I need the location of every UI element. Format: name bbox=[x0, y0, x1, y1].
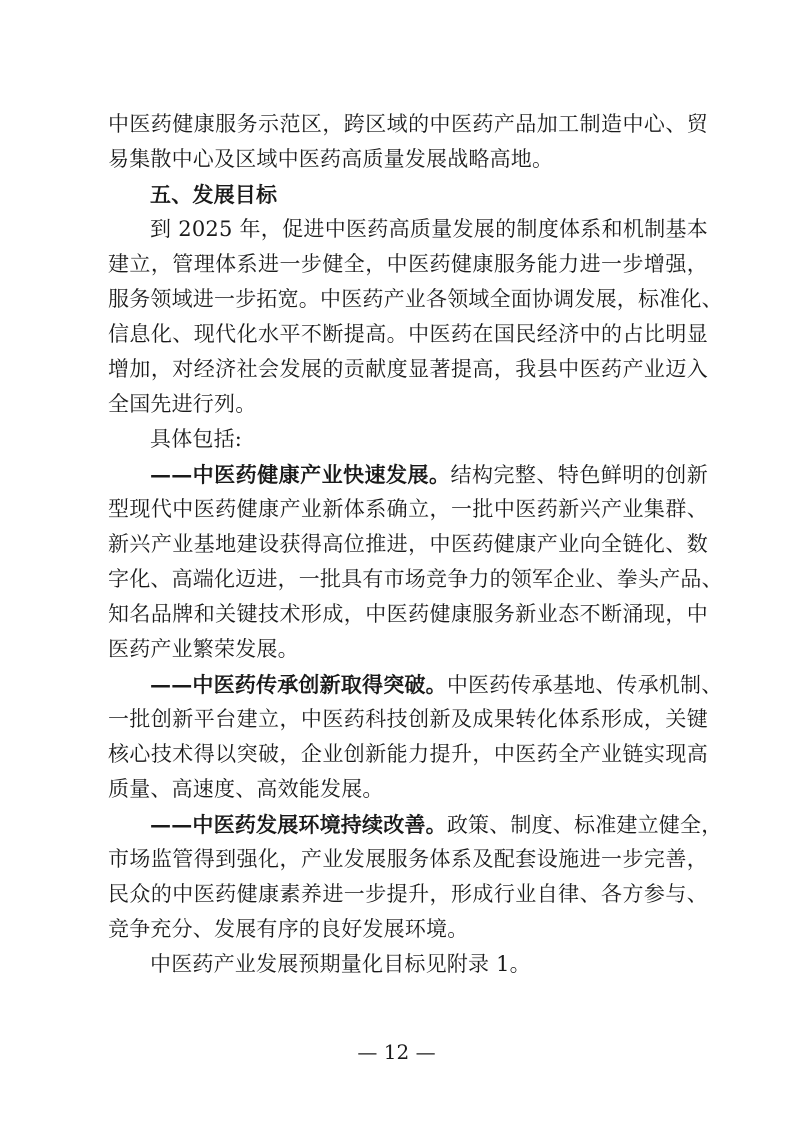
text-line: 型现代中医药健康产业新体系确立，一批中医药新兴产业集群、 bbox=[108, 497, 708, 521]
text-line: 易集散中心及区域中医药高质量发展战略高地。 bbox=[108, 147, 554, 171]
text-line: 服务领域进一步拓宽。中医药产业各领域全面协调发展，标准化、 bbox=[108, 287, 723, 311]
text-line: 民众的中医药健康素养进一步提升，形成行业自律、各方参与、 bbox=[108, 882, 708, 906]
paragraph-environment-improvement bbox=[108, 807, 723, 947]
paragraph-intro-continuation bbox=[108, 107, 708, 177]
text-line: 增加，对经济社会发展的贡献度显著提高，我县中医药产业迈入 bbox=[108, 357, 708, 381]
text-line: 建立，管理体系进一步健全，中医药健康服务能力进一步增强， bbox=[108, 252, 708, 276]
text-line bbox=[108, 457, 708, 492]
text-line: 信息化、现代化水平不断提高。中医药在国民经济中的占比明显 bbox=[108, 322, 708, 346]
text-span: 政策、制度、标准建立健全， bbox=[446, 813, 723, 837]
text-line: 质量、高速度、高效能发展。 bbox=[108, 777, 384, 801]
paragraph-appendix-reference: 中医药产业发展预期量化目标见附录 1。 bbox=[150, 952, 531, 976]
section-heading: 五、发展目标 bbox=[150, 182, 278, 207]
text-span: 中医药传承基地、传承机制、 bbox=[446, 673, 723, 697]
text-line bbox=[108, 667, 723, 702]
text-line: 核心技术得以突破，企业创新能力提升，中医药全产业链实现高 bbox=[108, 742, 708, 766]
paragraph-industry-development bbox=[108, 457, 723, 667]
text-line: 新兴产业基地建设获得高位推进，中医药健康产业向全链化、数 bbox=[108, 532, 708, 556]
document-body bbox=[108, 107, 723, 982]
text-line: 全国先进行列。 bbox=[108, 392, 257, 416]
text-line: 到 2025 年，促进中医药高质量发展的制度体系和机制基本 bbox=[150, 217, 708, 241]
text-line bbox=[108, 807, 723, 842]
text-line: 竞争充分、发展有序的良好发展环境。 bbox=[108, 917, 469, 941]
paragraph-innovation-breakthrough bbox=[108, 667, 723, 807]
paragraph-goals bbox=[108, 212, 723, 422]
bold-lead: ——中医药发展环境持续改善。 bbox=[150, 812, 447, 837]
text-line: 中医药健康服务示范区，跨区域的中医药产品加工制造中心、贸 bbox=[108, 112, 708, 136]
text-span: 结构完整、特色鲜明的创新 bbox=[450, 463, 708, 487]
text-line: 医药产业繁荣发展。 bbox=[108, 637, 299, 661]
page-number: — 12 — bbox=[357, 1040, 436, 1064]
text-line: 市场监管得到强化，产业发展服务体系及配套设施进一步完善， bbox=[108, 847, 708, 871]
text-line: 字化、高端化迈进，一批具有市场竞争力的领军企业、拳头产品、 bbox=[108, 567, 723, 591]
bold-lead: ——中医药健康产业快速发展。 bbox=[150, 462, 451, 487]
paragraph-specifics-intro: 具体包括: bbox=[150, 427, 243, 451]
text-line: 知名品牌和关键技术形成，中医药健康服务新业态不断涌现，中 bbox=[108, 602, 708, 626]
text-line: 一批创新平台建立，中医药科技创新及成果转化体系形成，关键 bbox=[108, 707, 708, 731]
bold-lead: ——中医药传承创新取得突破。 bbox=[150, 672, 447, 697]
